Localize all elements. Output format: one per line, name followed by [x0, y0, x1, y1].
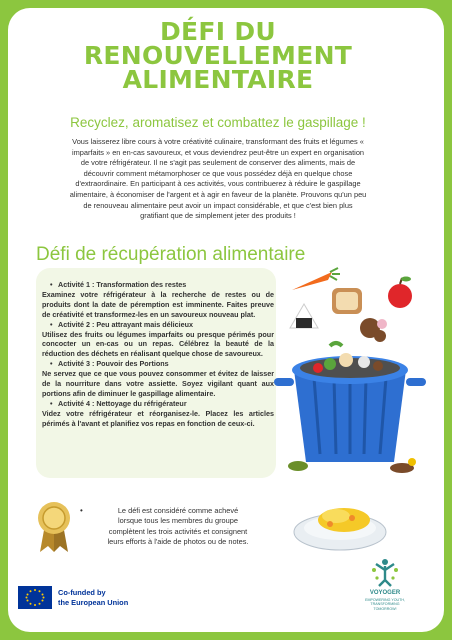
voyager-tagline-line: TOMORROW!: [373, 606, 397, 611]
activity-2-title: • Activité 2 : Peu attrayant mais délicieux: [42, 320, 274, 330]
trash-bin-icon: [274, 353, 426, 462]
plate-of-food-illustration: [290, 494, 390, 554]
food-scraps-icon: [324, 318, 387, 346]
title-line-3: ALIMENTAIRE: [122, 65, 314, 94]
completion-line: leurs efforts à l'aide de photos ou de notes.: [107, 537, 249, 547]
activity-4-title: • Activité 4 : Nettoyage du réfrigérateur: [42, 399, 274, 409]
apple-icon: [388, 277, 412, 309]
completion-criteria: [80, 506, 276, 548]
activity-2-body: Utilisez des fruits ou légumes imparfaits ou presque périmés pour concocter un en-cas ou un repas. Célébrez la beauté de la réduction des déchets en réalisant quelque chose de savoureux.: [42, 329, 274, 359]
intro-line: alimentaire, à économiser de l'argent et à agir en faveur de la planète. Prouvons qu'un peu: [69, 189, 367, 199]
activity-1-title: • Activité 1 : Transformation des restes: [42, 280, 274, 290]
completion-line: Le défi est considéré comme achevé: [117, 506, 239, 515]
completion-bullet: •: [80, 506, 83, 515]
activity-3-body: Ne servez que ce que vous pouvez consommer et évitez de laisser de la nourriture dans votre assiette. Soyez vigilant quant aux portions afin de diminuer le gaspillage alimentaire.: [42, 369, 274, 398]
medal-icon: [36, 500, 72, 554]
subtitle: Recyclez, aromatisez et combattez le gaspillage !: [70, 115, 366, 130]
completion-line: lorsque tous les membres du groupe: [118, 516, 238, 526]
intro-paragraph: [20, 137, 416, 222]
intro-line: d'extraordinaire. En participant à ces activités, vous contribuerez à réduire le gaspillage: [75, 179, 361, 189]
title-line-1: DÉFI DU: [159, 17, 277, 46]
activity-3-title: • Activité 3 : Pouvoir des Portions: [42, 359, 274, 369]
section-title: Défi de récupération alimentaire: [36, 244, 306, 265]
eu-line: the European Union: [58, 598, 129, 607]
activities-list: [42, 280, 274, 429]
voyager-name: VOYOGER: [369, 590, 401, 596]
eu-cofunding-text: [58, 588, 128, 608]
intro-line: de renouveau alimentaire peut avoir un impact considérable, et que c'est bien plus: [83, 200, 353, 210]
voyager-tagline-line: TRANSFORMING: [370, 602, 400, 607]
page-title: [0, 17, 436, 94]
voyager-tagline: [340, 598, 430, 611]
voyager-tagline-line: EMPOWERING YOUTH,: [365, 598, 405, 602]
intro-line: gratifiant que de simplement jeter des produits !: [140, 211, 296, 221]
compost-bin-illustration: [270, 266, 430, 476]
intro-line: de votre réfrigérateur. Il ne s'agit pas seulement de conserver des aliments, mais de: [80, 158, 356, 168]
activity-4-body: Videz votre réfrigérateur et réorganisez-le. Placez les articles périmés à l'avant et planifiez vos repas en fonction de ceux-ci.: [42, 408, 274, 428]
eu-flag-icon: [18, 586, 52, 609]
intro-line: Vous laisserez libre cours à votre créativité culinaire, transformant des fruits et légumes «: [72, 137, 364, 146]
completion-line: complètent les trois activités et consignent: [108, 526, 248, 536]
eu-line: Co-funded by: [58, 588, 106, 597]
onigiri-icon: [290, 304, 318, 328]
bread-icon: [332, 288, 362, 314]
voyager-logo-icon: [368, 556, 402, 588]
title-line-2: RENOUVELLEMENT: [83, 41, 353, 70]
carrot-icon: [292, 268, 340, 290]
activity-1-body: Examinez votre réfrigérateur à la recherche de restes ou de produits dont la date de péremption est imminente. Faites preuve de créativité et transformez-les en un savoureux nouveau plat.: [42, 289, 274, 319]
intro-line: imparfaits » en en-cas savoureux, et vous deviendrez peut-être un expert en organisation: [71, 147, 365, 157]
intro-line: découvrir comment métamorphoser ce que vous possédez déjà en quelque chose: [83, 168, 353, 178]
